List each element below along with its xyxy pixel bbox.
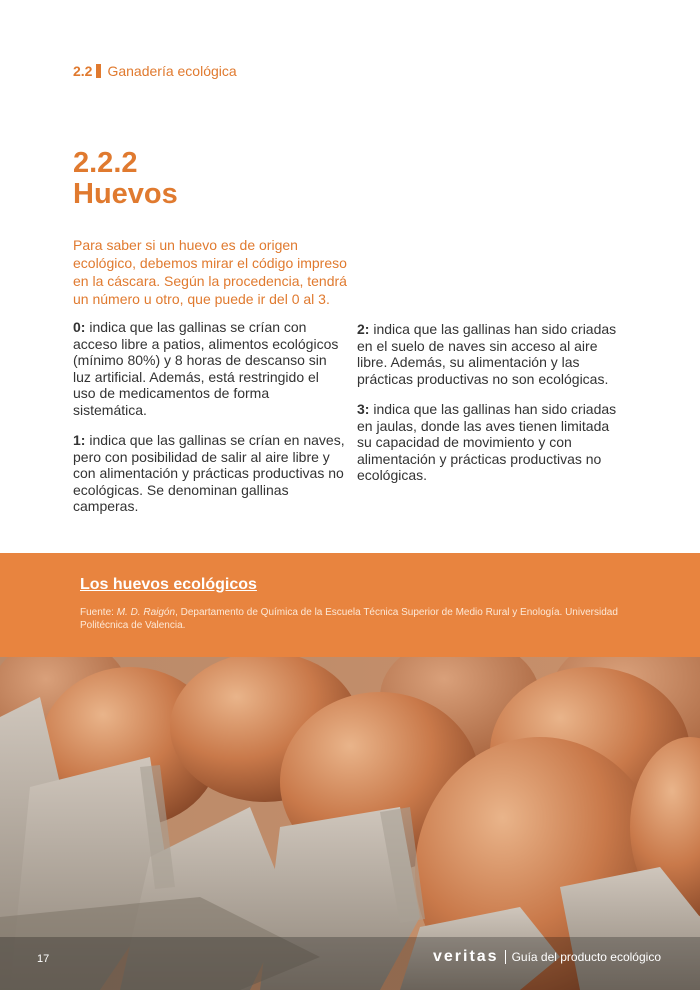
guide-title: Guía del producto ecológico [511, 950, 661, 964]
footer-divider [505, 950, 506, 964]
brand-logo: veritas [432, 948, 499, 965]
eggs-photo [0, 657, 700, 990]
section-number: 2.2 [73, 63, 93, 79]
section-header [73, 63, 237, 79]
code-label: 2: [357, 321, 370, 337]
video-banner [0, 553, 700, 657]
eggs-illustration [0, 657, 700, 990]
source-author: M. D. Raigón [116, 607, 176, 618]
left-column [73, 319, 345, 529]
source-prefix: Fuente: [80, 607, 117, 618]
footer [433, 948, 661, 966]
section-title: Ganadería ecológica [107, 63, 237, 79]
section-bar [96, 64, 101, 78]
code-label: 0: [73, 319, 86, 335]
banner-source [80, 606, 640, 632]
page-number: 17 [37, 953, 50, 965]
intro-paragraph: Para saber si un huevo es de origen ecológico, debemos mirar el código impreso en la cáscara. Según la procedencia, tendrá un número u otro, que puede ir del 0 al 3. [73, 237, 347, 307]
code-desc: indica que las gallinas han sido criadas en jaulas, donde las aves tienen limitada su capacidad de movimiento y con alimentación y prácticas productivas no ecológicas. [357, 401, 617, 483]
source-rest: , Departamento de Química de la Escuela Técnica Superior de Medio Rural y Enología. Universidad Politécnica de Valencia. [80, 607, 618, 631]
code-desc: indica que las gallinas se crían con acceso libre a patios, alimentos ecológicos (mínimo 80%) y 8 horas de descanso sin luz artificial. Además, está restringido el uso de medicamentos de forma sistemática. [73, 319, 339, 418]
title-text: Huevos [73, 178, 178, 210]
title-number: 2.2.2 [73, 147, 138, 179]
right-column [357, 321, 622, 498]
page-title [73, 148, 178, 210]
code-desc: indica que las gallinas han sido criadas en el suelo de naves sin acceso al aire libre. Además, su alimentación y las prácticas productivas no son ecológicas. [357, 321, 617, 387]
code-label: 1: [73, 432, 86, 448]
code-item-1 [73, 432, 345, 515]
code-item-2 [357, 321, 622, 387]
banner-title-link[interactable]: Los huevos ecológicos [80, 576, 257, 593]
code-desc: indica que las gallinas se crían en naves, pero con posibilidad de salir al aire libre y con alimentación y prácticas productivas no ecológicas. Se denominan gallinas camperas. [73, 432, 345, 514]
code-item-0 [73, 319, 345, 418]
code-label: 3: [357, 401, 370, 417]
code-item-3 [357, 401, 622, 484]
